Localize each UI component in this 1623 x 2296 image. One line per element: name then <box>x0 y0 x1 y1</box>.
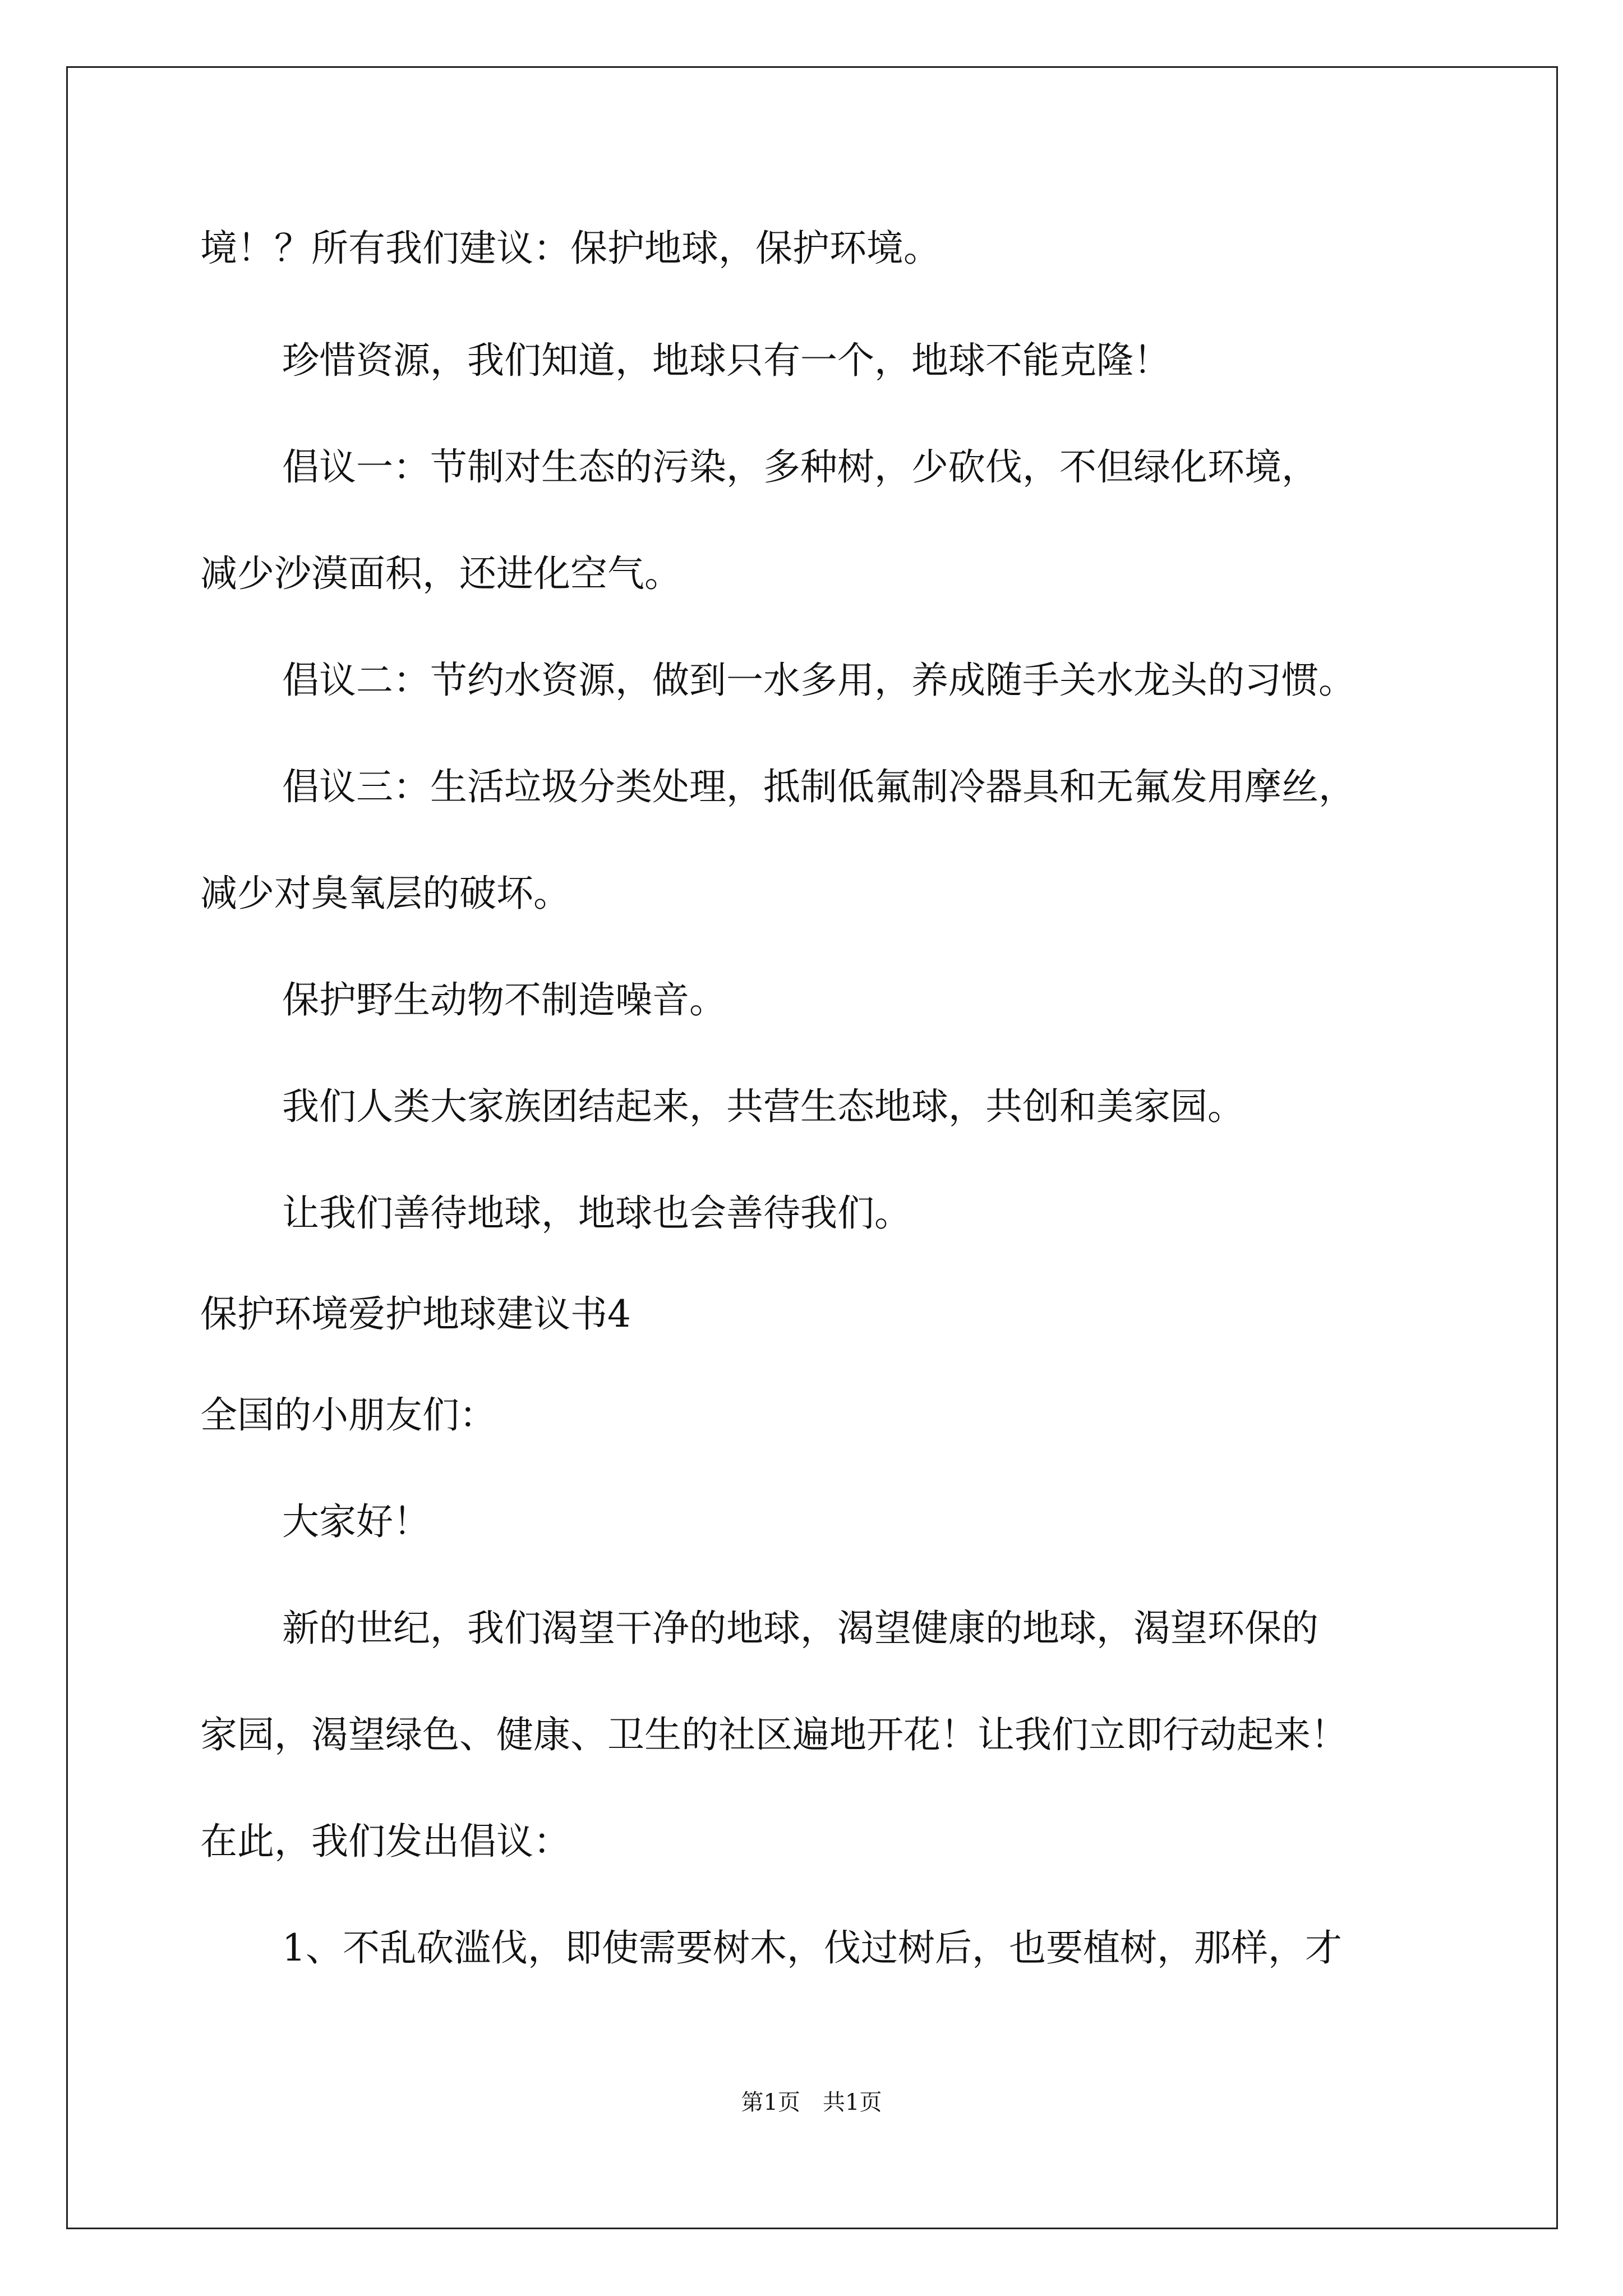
text-line-14: 新的世纪，我们渴望干净的地球，渴望健康的地球，渴望环保的 <box>282 1607 1318 1650</box>
salutation: 全国的小朋友们： <box>200 1393 496 1437</box>
text-line-15: 家园，渴望绿色、健康、卫生的社区遍地开花！让我们立即行动起来！ <box>200 1713 1348 1756</box>
text-line-2: 珍惜资源，我们知道，地球只有一个，地球不能克隆！ <box>282 339 1170 382</box>
text-line-17: 1、不乱砍滥伐，即使需要树木，伐过树后，也要植树，那样，才 <box>282 1926 1342 1970</box>
text-line-8: 保护野生动物不制造噪音。 <box>282 978 726 1022</box>
text-line-5: 倡议二：节约水资源，做到一水多用，养成随手关水龙头的习惯。 <box>282 659 1355 702</box>
text-line-4: 减少沙漠面积，还进化空气。 <box>200 552 681 595</box>
section-title: 保护环境爱护地球建议书4 <box>200 1292 631 1336</box>
text-line-10: 让我们善待地球，地球也会善待我们。 <box>282 1191 911 1235</box>
text-line-16: 在此，我们发出倡议： <box>200 1820 570 1863</box>
text-line-1: 境！？所有我们建议：保护地球，保护环境。 <box>200 227 940 270</box>
greeting: 大家好！ <box>282 1500 430 1543</box>
page-number: 第1页 共1页 <box>741 2090 882 2115</box>
text-line-3: 倡议一：节制对生态的污染，多种树，少砍伐，不但绿化环境， <box>282 445 1318 489</box>
text-line-6: 倡议三：生活垃圾分类处理，抵制低氟制冷器具和无氟发用摩丝， <box>282 765 1355 808</box>
text-line-9: 我们人类大家族团结起来，共营生态地球，共创和美家园。 <box>282 1085 1244 1128</box>
page-border <box>66 66 1558 2229</box>
text-line-7: 减少对臭氧层的破坏。 <box>200 872 570 915</box>
